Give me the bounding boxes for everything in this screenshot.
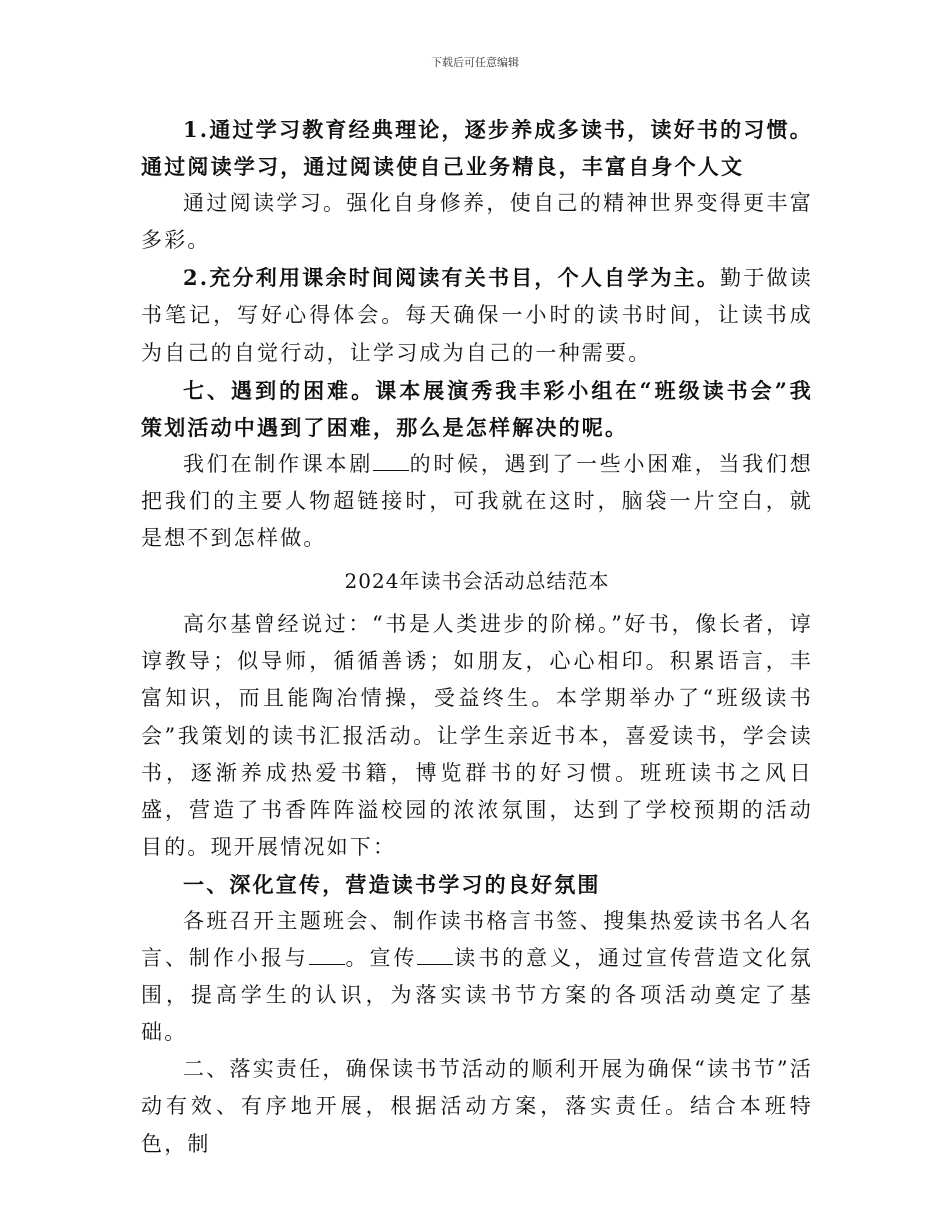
- paragraph-9: 二、落实责任，确保读书节活动的顺利开展为确保“读书节”活动有效、有序地开展，根据活动方案，落实责任。结合本班特色，制: [141, 1057, 813, 1156]
- paragraph-8-text-b: 。宣传: [344, 946, 418, 971]
- paragraph-3-lead: 2.充分利用课余时间阅读有关书目，个人自学为主。: [183, 265, 721, 291]
- paragraph-4: 七、遇到的困难。课本展演秀我丰彩小组在“班级读书会”我策划活动中遇到了困难，那么是怎样解决的呢。: [141, 377, 813, 440]
- paragraph-6: 高尔基曾经说过：“书是人类进步的阶梯。”好书，像长者，谆谆教导；似导师，循循善诱；如朋友，心心相印。积累语言，丰富知识，而且能陶冶情操，受益终生。本学期举办了“班级读书会”我策划的读书汇报活动。让学生亲近书本，喜爱读书，学会读书，逐渐养成热爱书籍，博览群书的好习惯。班班读书之风日盛，营造了书香阵阵溢校园的浓浓氛围，达到了学校预期的活动目的。现开展情况如下：: [141, 612, 813, 859]
- paragraph-3-text: 勤于做读书笔记，写好心得体会。每天确保一小时的读书时间，让读书成为自己的自觉行动，让学习成为自己的一种需要。: [141, 266, 813, 365]
- paragraph-8-text-c: 读书的意义，通过宣传营造文化氛围，提高学生的认识，为落实读书节方案的各项活动奠定了基础。: [141, 946, 813, 1045]
- section-title: 2024年读书会活动总结范本: [344, 569, 610, 594]
- page-header: 下载后可任意编辑: [431, 56, 519, 69]
- paragraph-3: [141, 259, 813, 371]
- document-body: [141, 111, 813, 1163]
- paragraph-8-text-a: 各班召开主题班会、制作读书格言书签、搜集热爱读书名人名言、制作小报与: [141, 908, 813, 971]
- paragraph-5-text-b: 的时候，遇到了一些小困难，当我们想把我们的主要人物超链接时，可我就在这时，脑袋一片空白，就是想不到怎样做。: [141, 451, 813, 551]
- fill-blank: [417, 946, 453, 965]
- fill-blank: [309, 946, 345, 965]
- paragraph-5: [141, 446, 813, 557]
- paragraph-7-heading: 一、深化宣传，营造读书学习的良好氛围: [183, 871, 601, 897]
- paragraph-5-text-a: 我们在制作课本剧: [183, 451, 374, 476]
- paragraph-2: 通过阅读学习。强化自身修养，使自己的精神世界变得更丰富多彩。: [141, 191, 813, 253]
- paragraph-8: [141, 903, 813, 1051]
- fill-blank: [373, 452, 409, 471]
- paragraph-1: 1.通过学习教育经典理论，逐步养成多读书，读好书的习惯。通过阅读学习，通过阅读使自己业务精良，丰富自身个人文: [141, 117, 813, 180]
